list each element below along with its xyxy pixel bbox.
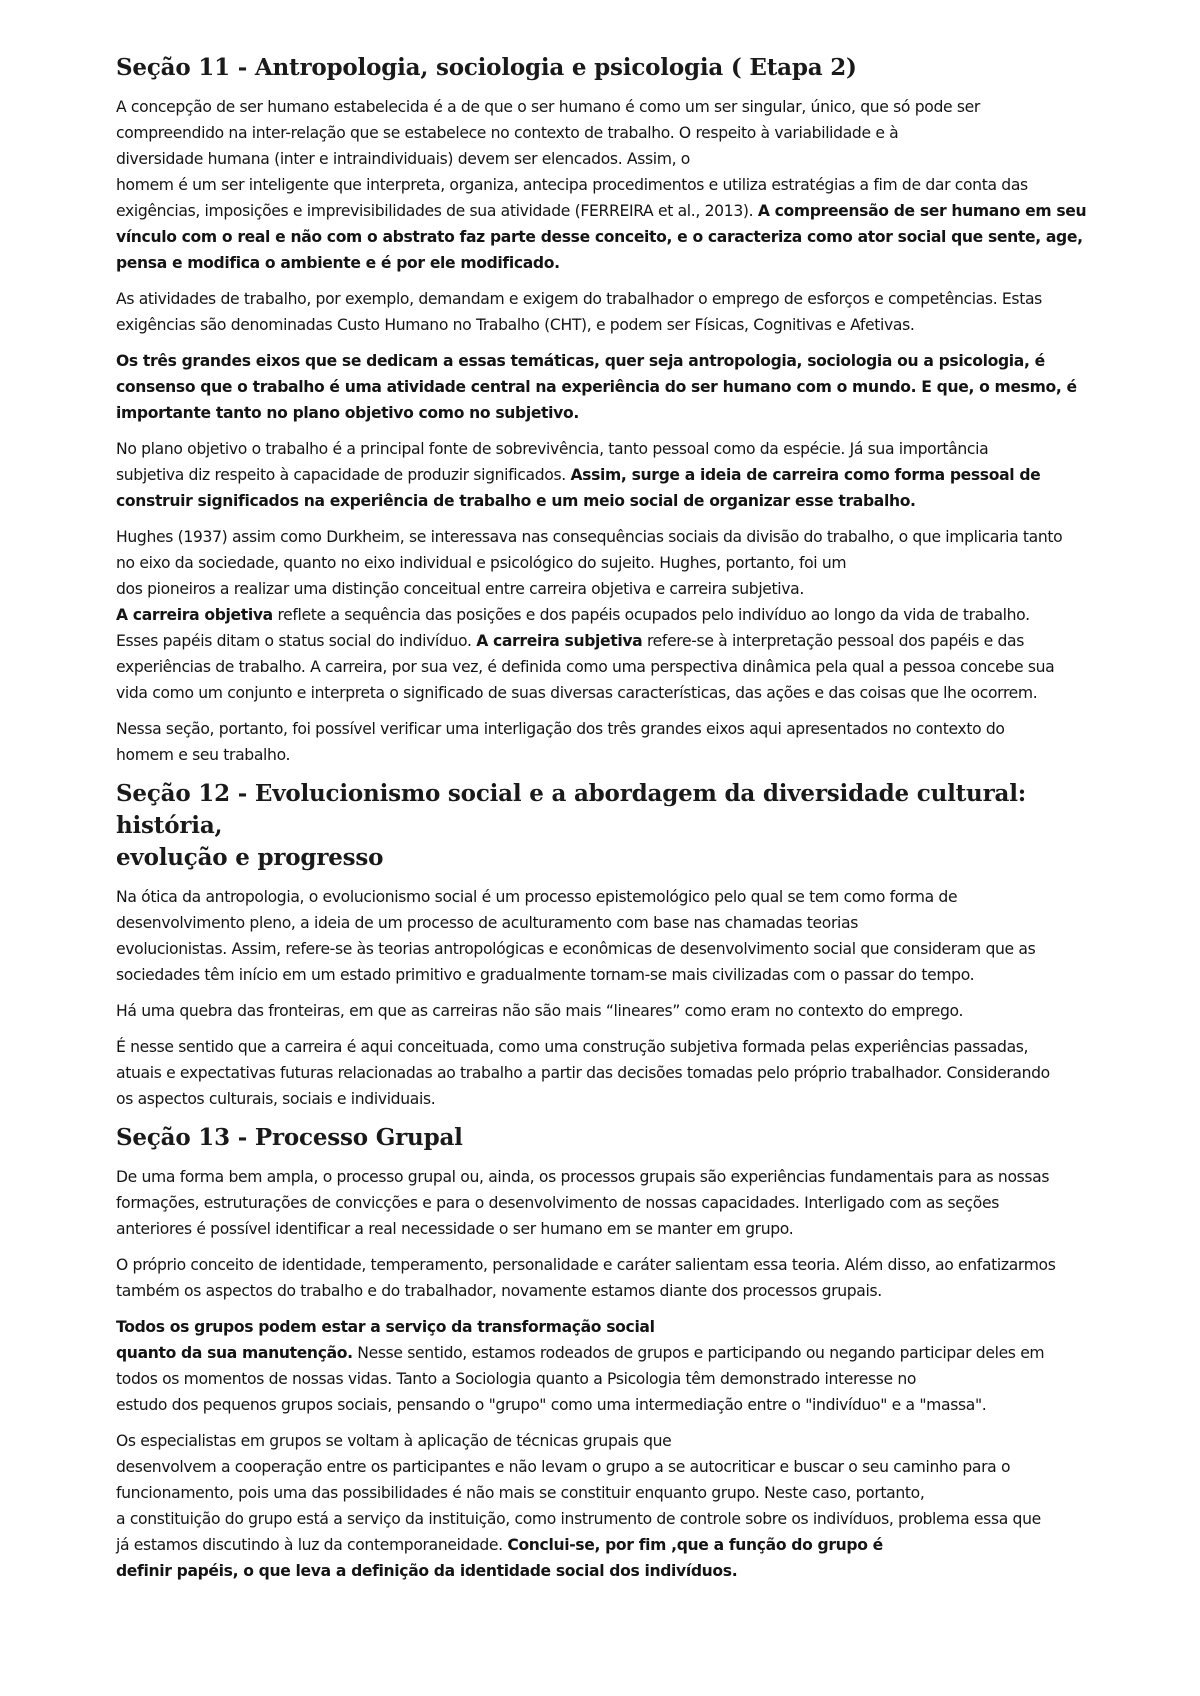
text-line <box>116 1480 1116 1506</box>
paragraph <box>116 998 1116 1024</box>
bold-text: definir papéis, o que leva a definição da identidade social dos indivíduos. <box>116 1562 738 1580</box>
text-line <box>116 462 1116 488</box>
text-run: Os especialistas em grupos se voltam à aplicação de técnicas grupais que <box>116 1432 672 1450</box>
text-run: Nesse sentido, estamos rodeados de grupos e participando ou negando participar deles em <box>352 1344 1045 1362</box>
text-run: homem e seu trabalho. <box>116 746 291 764</box>
text-run: estudo dos pequenos grupos sociais, pensando o "grupo" como uma intermediação entre o "indivíduo" e a "massa". <box>116 1396 987 1414</box>
text-run: sociedades têm início em um estado primitivo e gradualmente tornam-se mais civilizadas com o passar do tempo. <box>116 966 975 984</box>
text-line <box>116 224 1116 250</box>
text-line <box>116 962 1116 988</box>
bold-text: A carreira objetiva <box>116 606 273 624</box>
bold-text: construir significados na experiência de trabalho e um meio social de organizar esse trabalho. <box>116 492 916 510</box>
text-run: Nessa seção, portanto, foi possível verificar uma interligação dos três grandes eixos aqui apresentados no contexto do <box>116 720 1005 738</box>
bold-text: quanto da sua manutenção. <box>116 1344 353 1362</box>
text-line <box>116 550 1116 576</box>
section-13-body <box>116 1164 1116 1584</box>
text-run: subjetiva diz respeito à capacidade de produzir significados. <box>116 466 571 484</box>
text-run: também os aspectos do trabalho e do trabalhador, novamente estamos diante dos processos grupais. <box>116 1282 882 1300</box>
section-12-body <box>116 884 1116 1112</box>
text-line <box>116 488 1116 514</box>
text-line <box>116 1278 1116 1304</box>
text-line <box>116 436 1116 462</box>
text-run: desenvolvem a cooperação entre os participantes e não levam o grupo a se autocriticar e buscar o seu caminho para o <box>116 1458 1011 1476</box>
text-line <box>116 1392 1116 1418</box>
bold-text: Assim, surge a ideia de carreira como forma pessoal de <box>570 466 1041 484</box>
text-line <box>116 936 1116 962</box>
section-13-title: Seção 13 - Processo Grupal <box>116 1124 463 1151</box>
text-run: reflete a sequência das posições e dos papéis ocupados pelo indivíduo ao longo da vida de trabalho. <box>272 606 1030 624</box>
section-12-title-line: evolução e progresso <box>116 844 384 871</box>
text-run: A concepção de ser humano estabelecida é a de que o ser humano é como um ser singular, único, que só pode ser <box>116 98 980 116</box>
text-line <box>116 1252 1116 1278</box>
text-line <box>116 400 1116 426</box>
text-run: O próprio conceito de identidade, temperamento, personalidade e caráter salientam essa teoria. Além disso, ao enfatizarmos <box>116 1256 1056 1274</box>
section-12-title-line: Seção 12 - Evolucionismo social e a abordagem da diversidade cultural: história, <box>116 780 1027 839</box>
text-line <box>116 910 1116 936</box>
text-line <box>116 1086 1116 1112</box>
text-run: evolucionistas. Assim, refere-se às teorias antropológicas e econômicas de desenvolvimento social que consideram que as <box>116 940 1036 958</box>
text-line <box>116 198 1116 224</box>
text-line <box>116 1506 1116 1532</box>
text-run: Há uma quebra das fronteiras, em que as carreiras não são mais “lineares” como eram no contexto do emprego. <box>116 1002 964 1020</box>
text-line <box>116 1532 1116 1558</box>
text-line <box>116 716 1116 742</box>
text-run: exigências são denominadas Custo Humano no Trabalho (CHT), e podem ser Físicas, Cognitivas e Afetivas. <box>116 316 915 334</box>
bold-text: A carreira subjetiva <box>476 632 643 650</box>
text-line <box>116 1164 1116 1190</box>
paragraph <box>116 286 1116 338</box>
text-line <box>116 120 1116 146</box>
text-line <box>116 524 1116 550</box>
text-line <box>116 742 1116 768</box>
paragraph <box>116 1252 1116 1304</box>
section-11-title: Seção 11 - Antropologia, sociologia e psicologia ( Etapa 2) <box>116 54 857 81</box>
text-run: funcionamento, pois uma das possibilidades é não mais se constituir enquanto grupo. Neste caso, portanto, <box>116 1484 925 1502</box>
text-run: atuais e expectativas futuras relacionadas ao trabalho a partir das decisões tomadas pelo próprio trabalhador. Considerando <box>116 1064 1050 1082</box>
text-line <box>116 312 1116 338</box>
bold-text: consenso que o trabalho é uma atividade central na experiência do ser humano com o mundo. E que, o mesmo, é <box>116 378 1077 396</box>
bold-text: Os três grandes eixos que se dedicam a essas temáticas, quer seja antropologia, sociologia ou a psicologia, é <box>116 352 1045 370</box>
text-line <box>116 348 1116 374</box>
text-line <box>116 628 1116 654</box>
text-run: No plano objetivo o trabalho é a principal fonte de sobrevivência, tanto pessoal como da espécie. Já sua importância <box>116 440 989 458</box>
paragraph <box>116 524 1116 706</box>
text-line <box>116 998 1116 1024</box>
paragraph <box>116 1314 1116 1418</box>
text-run: já estamos discutindo à luz da contemporaneidade. <box>116 1536 508 1554</box>
text-run: vida como um conjunto e interpreta o significado de suas diversas características, das ações e das coisas que lhe ocorrem. <box>116 684 1038 702</box>
section-12-title <box>116 778 1116 874</box>
text-run: É nesse sentido que a carreira é aqui conceituada, como uma construção subjetiva formada pelas experiências passadas, <box>116 1038 1029 1056</box>
section-11-body <box>116 94 1116 768</box>
text-run: homem é um ser inteligente que interpreta, organiza, antecipa procedimentos e utiliza estratégias a fim de dar conta das <box>116 176 1028 194</box>
text-line <box>116 1034 1116 1060</box>
text-line <box>116 1428 1116 1454</box>
text-run: experiências de trabalho. A carreira, por sua vez, é definida como uma perspectiva dinâmica pela qual a pessoa concebe sua <box>116 658 1055 676</box>
text-run: De uma forma bem ampla, o processo grupal ou, ainda, os processos grupais são experiências fundamentais para as nossas <box>116 1168 1050 1186</box>
paragraph <box>116 348 1116 426</box>
text-line <box>116 146 1116 172</box>
text-run: As atividades de trabalho, por exemplo, demandam e exigem do trabalhador o emprego de esforços e competências. Estas <box>116 290 1042 308</box>
text-line <box>116 1060 1116 1086</box>
text-line <box>116 884 1116 910</box>
text-line <box>116 576 1116 602</box>
bold-text: importante tanto no plano objetivo como no subjetivo. <box>116 404 579 422</box>
text-line <box>116 1558 1116 1584</box>
text-run: desenvolvimento pleno, a ideia de um processo de aculturamento com base nas chamadas teorias <box>116 914 858 932</box>
text-line <box>116 250 1116 276</box>
text-line <box>116 94 1116 120</box>
paragraph <box>116 1164 1116 1242</box>
text-line <box>116 1454 1116 1480</box>
text-line <box>116 1314 1116 1340</box>
text-run: no eixo da sociedade, quanto no eixo individual e psicológico do sujeito. Hughes, portanto, foi um <box>116 554 847 572</box>
paragraph <box>116 1034 1116 1112</box>
text-line <box>116 680 1116 706</box>
text-run: a constituição do grupo está a serviço da instituição, como instrumento de controle sobre os indivíduos, problema essa que <box>116 1510 1041 1528</box>
text-line <box>116 286 1116 312</box>
bold-text: pensa e modifica o ambiente e é por ele modificado. <box>116 254 560 272</box>
text-line <box>116 1340 1116 1366</box>
text-run: dos pioneiros a realizar uma distinção conceitual entre carreira objetiva e carreira subjetiva. <box>116 580 804 598</box>
paragraph <box>116 884 1116 988</box>
text-run: diversidade humana (inter e intraindividuais) devem ser elencados. Assim, o <box>116 150 690 168</box>
text-run: Hughes (1937) assim como Durkheim, se interessava nas consequências sociais da divisão do trabalho, o que implicaria tanto <box>116 528 1063 546</box>
text-run: Na ótica da antropologia, o evolucionismo social é um processo epistemológico pelo qual se tem como forma de <box>116 888 958 906</box>
text-run: Esses papéis ditam o status social do indivíduo. <box>116 632 477 650</box>
text-run: todos os momentos de nossas vidas. Tanto a Sociologia quanto a Psicologia têm demonstrado interesse no <box>116 1370 917 1388</box>
paragraph <box>116 94 1116 276</box>
text-line <box>116 1366 1116 1392</box>
text-line <box>116 172 1116 198</box>
bold-text: Conclui-se, por fim ,que a função do grupo é <box>507 1536 883 1554</box>
text-line <box>116 602 1116 628</box>
paragraph <box>116 1428 1116 1584</box>
text-run: os aspectos culturais, sociais e individuais. <box>116 1090 436 1108</box>
text-line <box>116 374 1116 400</box>
text-run: formações, estruturações de convicções e para o desenvolvimento de nossas capacidades. Interligado com as seções <box>116 1194 999 1212</box>
text-line <box>116 1216 1116 1242</box>
text-run: refere-se à interpretação pessoal dos papéis e das <box>642 632 1025 650</box>
text-line <box>116 1190 1116 1216</box>
text-run: anteriores é possível identificar a real necessidade o ser humano em se manter em grupo. <box>116 1220 794 1238</box>
text-line <box>116 654 1116 680</box>
bold-text: Todos os grupos podem estar a serviço da transformação social <box>116 1318 655 1336</box>
paragraph <box>116 436 1116 514</box>
bold-text: A compreensão de ser humano em seu <box>757 202 1087 220</box>
text-run: exigências, imposições e imprevisibilidades de sua atividade (FERREIRA et al., 2013). <box>116 202 758 220</box>
bold-text: vínculo com o real e não com o abstrato faz parte desse conceito, e o caracteriza como ator social que sente, age, <box>116 228 1083 246</box>
text-run: compreendido na inter-relação que se estabelece no contexto de trabalho. O respeito à variabilidade e à <box>116 124 899 142</box>
paragraph <box>116 716 1116 768</box>
